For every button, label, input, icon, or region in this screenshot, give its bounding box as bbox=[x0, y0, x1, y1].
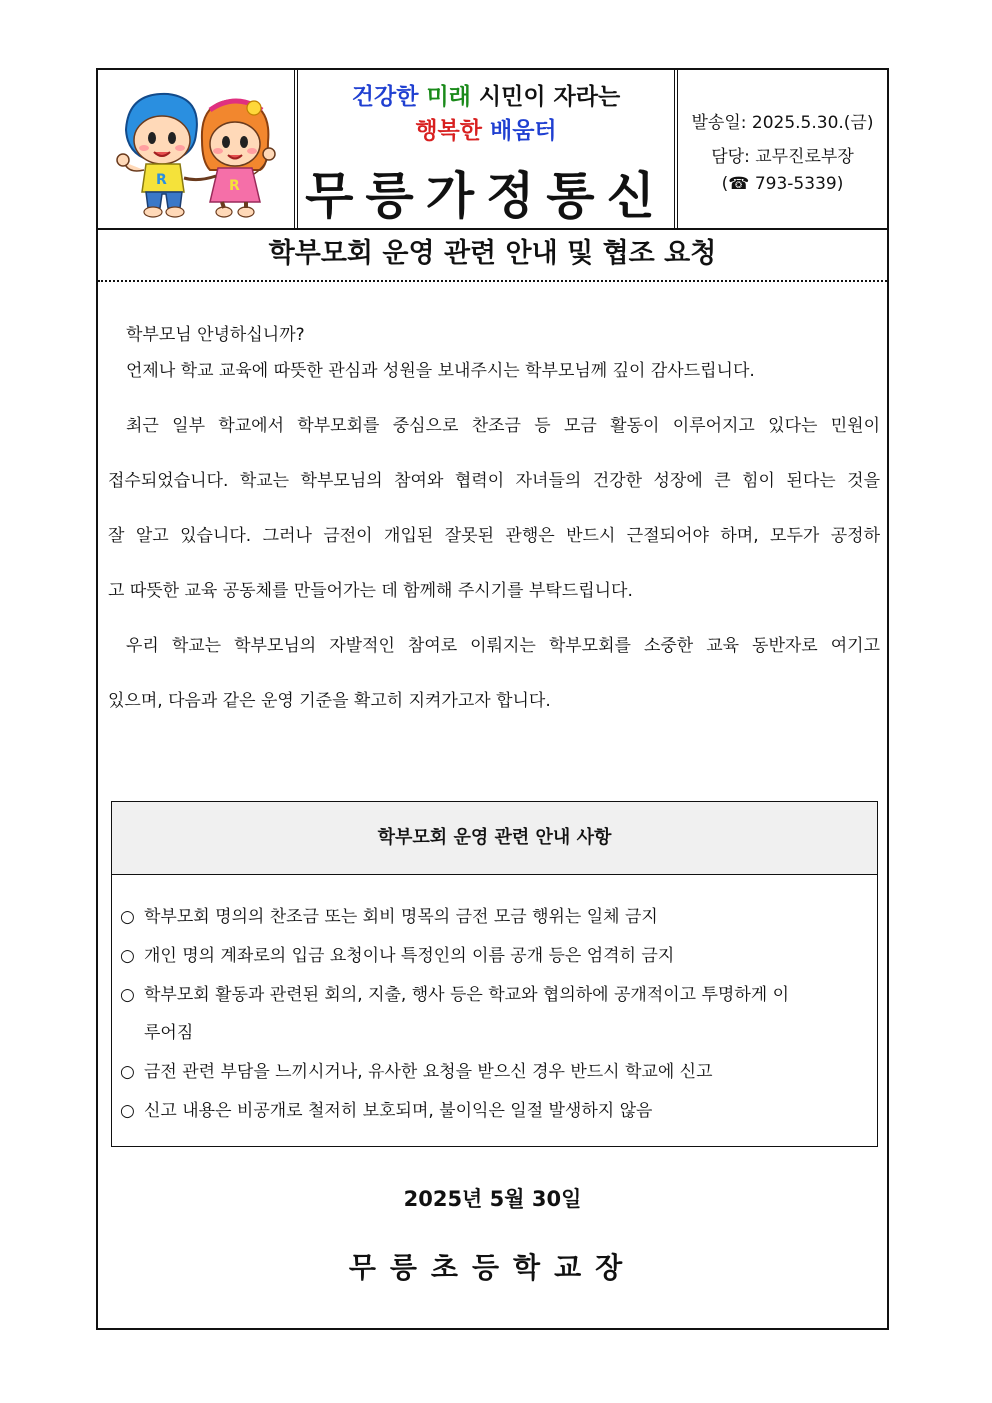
slogan-word-3: 시민이 자라는 bbox=[478, 84, 621, 110]
principal-signature: 무릉초등학교장 bbox=[348, 1251, 637, 1284]
notice-item bbox=[120, 980, 868, 1005]
notice-item-text: 신고 내용은 비공개로 철저히 보호되며, 불이익은 일절 발생하지 않음 bbox=[144, 1101, 653, 1121]
notice-item-text: 금전 관련 부담을 느끼시거나, 유사한 요청을 받으신 경우 반드시 학교에 신고 bbox=[144, 1062, 713, 1082]
notice-item-text: 학부모회 명의의 찬조금 또는 회비 명목의 금전 모금 행위는 일체 금지 bbox=[144, 907, 658, 927]
issue-footer-date: 2025년 5월 30일 bbox=[403, 1187, 582, 1211]
mascot-illustration bbox=[98, 70, 294, 228]
contact-phone: (☎ 793-5339) bbox=[721, 174, 844, 194]
greeting-text: 학부모님 안녕하십니까? bbox=[126, 325, 305, 345]
issue-date: 발송일: 2025.5.30.(금) bbox=[691, 113, 874, 133]
notice-item bbox=[120, 1057, 868, 1082]
newsletter-title: 무릉가정통신 bbox=[305, 167, 667, 225]
issue-info-cell bbox=[678, 70, 887, 228]
paragraph-2-line-1: 우리 학교는 학부모님의 자발적인 참여로 이뤄지는 학부모회를 소중한 교육 동반자로 여기고 bbox=[126, 636, 880, 656]
title-cell bbox=[294, 70, 678, 228]
circle-bullet-icon: ○ bbox=[120, 1062, 135, 1082]
paragraph-1-line-1: 최근 일부 학교에서 학부모회를 중심으로 찬조금 등 모금 활동이 이루어지고 있다는 민원이 bbox=[126, 416, 880, 436]
slogan-word-2: 미래 bbox=[426, 84, 471, 110]
paragraph-1-line-4: 고 따뜻한 교육 공동체를 만들어가는 데 함께해 주시기를 부탁드립니다. bbox=[108, 581, 633, 601]
notice-item bbox=[120, 902, 868, 927]
notice-item bbox=[120, 941, 868, 966]
paragraph-2-line-2: 있으며, 다음과 같은 운영 기준을 확고히 지켜가고자 합니다. bbox=[108, 691, 551, 711]
slogan-word-1: 건강한 bbox=[351, 84, 419, 110]
notice-box bbox=[111, 801, 878, 1147]
paragraph-1-line-3: 잘 알고 있습니다. 그러나 금전이 개입된 잘못된 관행은 반드시 근절되어야 하며, 모두가 공정하 bbox=[108, 526, 880, 546]
paragraph-1-line-2: 접수되었습니다. 학교는 학부모님의 참여와 협력이 자녀들의 건강한 성장에 큰 힘이 된다는 것을 bbox=[108, 471, 880, 491]
newsletter-frame bbox=[96, 68, 889, 1330]
contact-person: 담당: 교무진로부장 bbox=[711, 147, 854, 167]
notice-item-continuation: 루어짐 bbox=[144, 1023, 194, 1043]
circle-bullet-icon: ○ bbox=[120, 946, 135, 966]
slogan-word-5: 배움터 bbox=[490, 118, 557, 144]
svg-text:R: R bbox=[229, 178, 240, 194]
notice-item bbox=[120, 1096, 868, 1121]
notice-item-text: 개인 명의 계좌로의 입금 요청이나 특정인의 이름 공개 등은 엄격히 금지 bbox=[144, 946, 675, 966]
newsletter-header bbox=[98, 70, 887, 230]
thanks-text: 언제나 학교 교육에 따뜻한 관심과 성원을 보내주시는 학부모님께 깊이 감사드립니다. bbox=[126, 361, 755, 381]
notice-subject: 학부모회 운영 관련 안내 및 협조 요청 bbox=[98, 228, 887, 282]
notice-box-title: 학부모회 운영 관련 안내 사항 bbox=[112, 802, 877, 875]
svg-text:R: R bbox=[156, 172, 167, 188]
slogan-line-1 bbox=[298, 78, 674, 111]
circle-bullet-icon: ○ bbox=[120, 907, 135, 927]
circle-bullet-icon: ○ bbox=[120, 985, 135, 1005]
notice-item-text: 학부모회 활동과 관련된 회의, 지출, 행사 등은 학교와 협의하에 공개적이고 투명하게 이 bbox=[144, 985, 790, 1005]
slogan-line-2 bbox=[298, 112, 674, 145]
slogan-word-4: 행복한 bbox=[415, 118, 482, 144]
circle-bullet-icon: ○ bbox=[120, 1101, 135, 1121]
mascot-kids-icon bbox=[98, 70, 294, 228]
